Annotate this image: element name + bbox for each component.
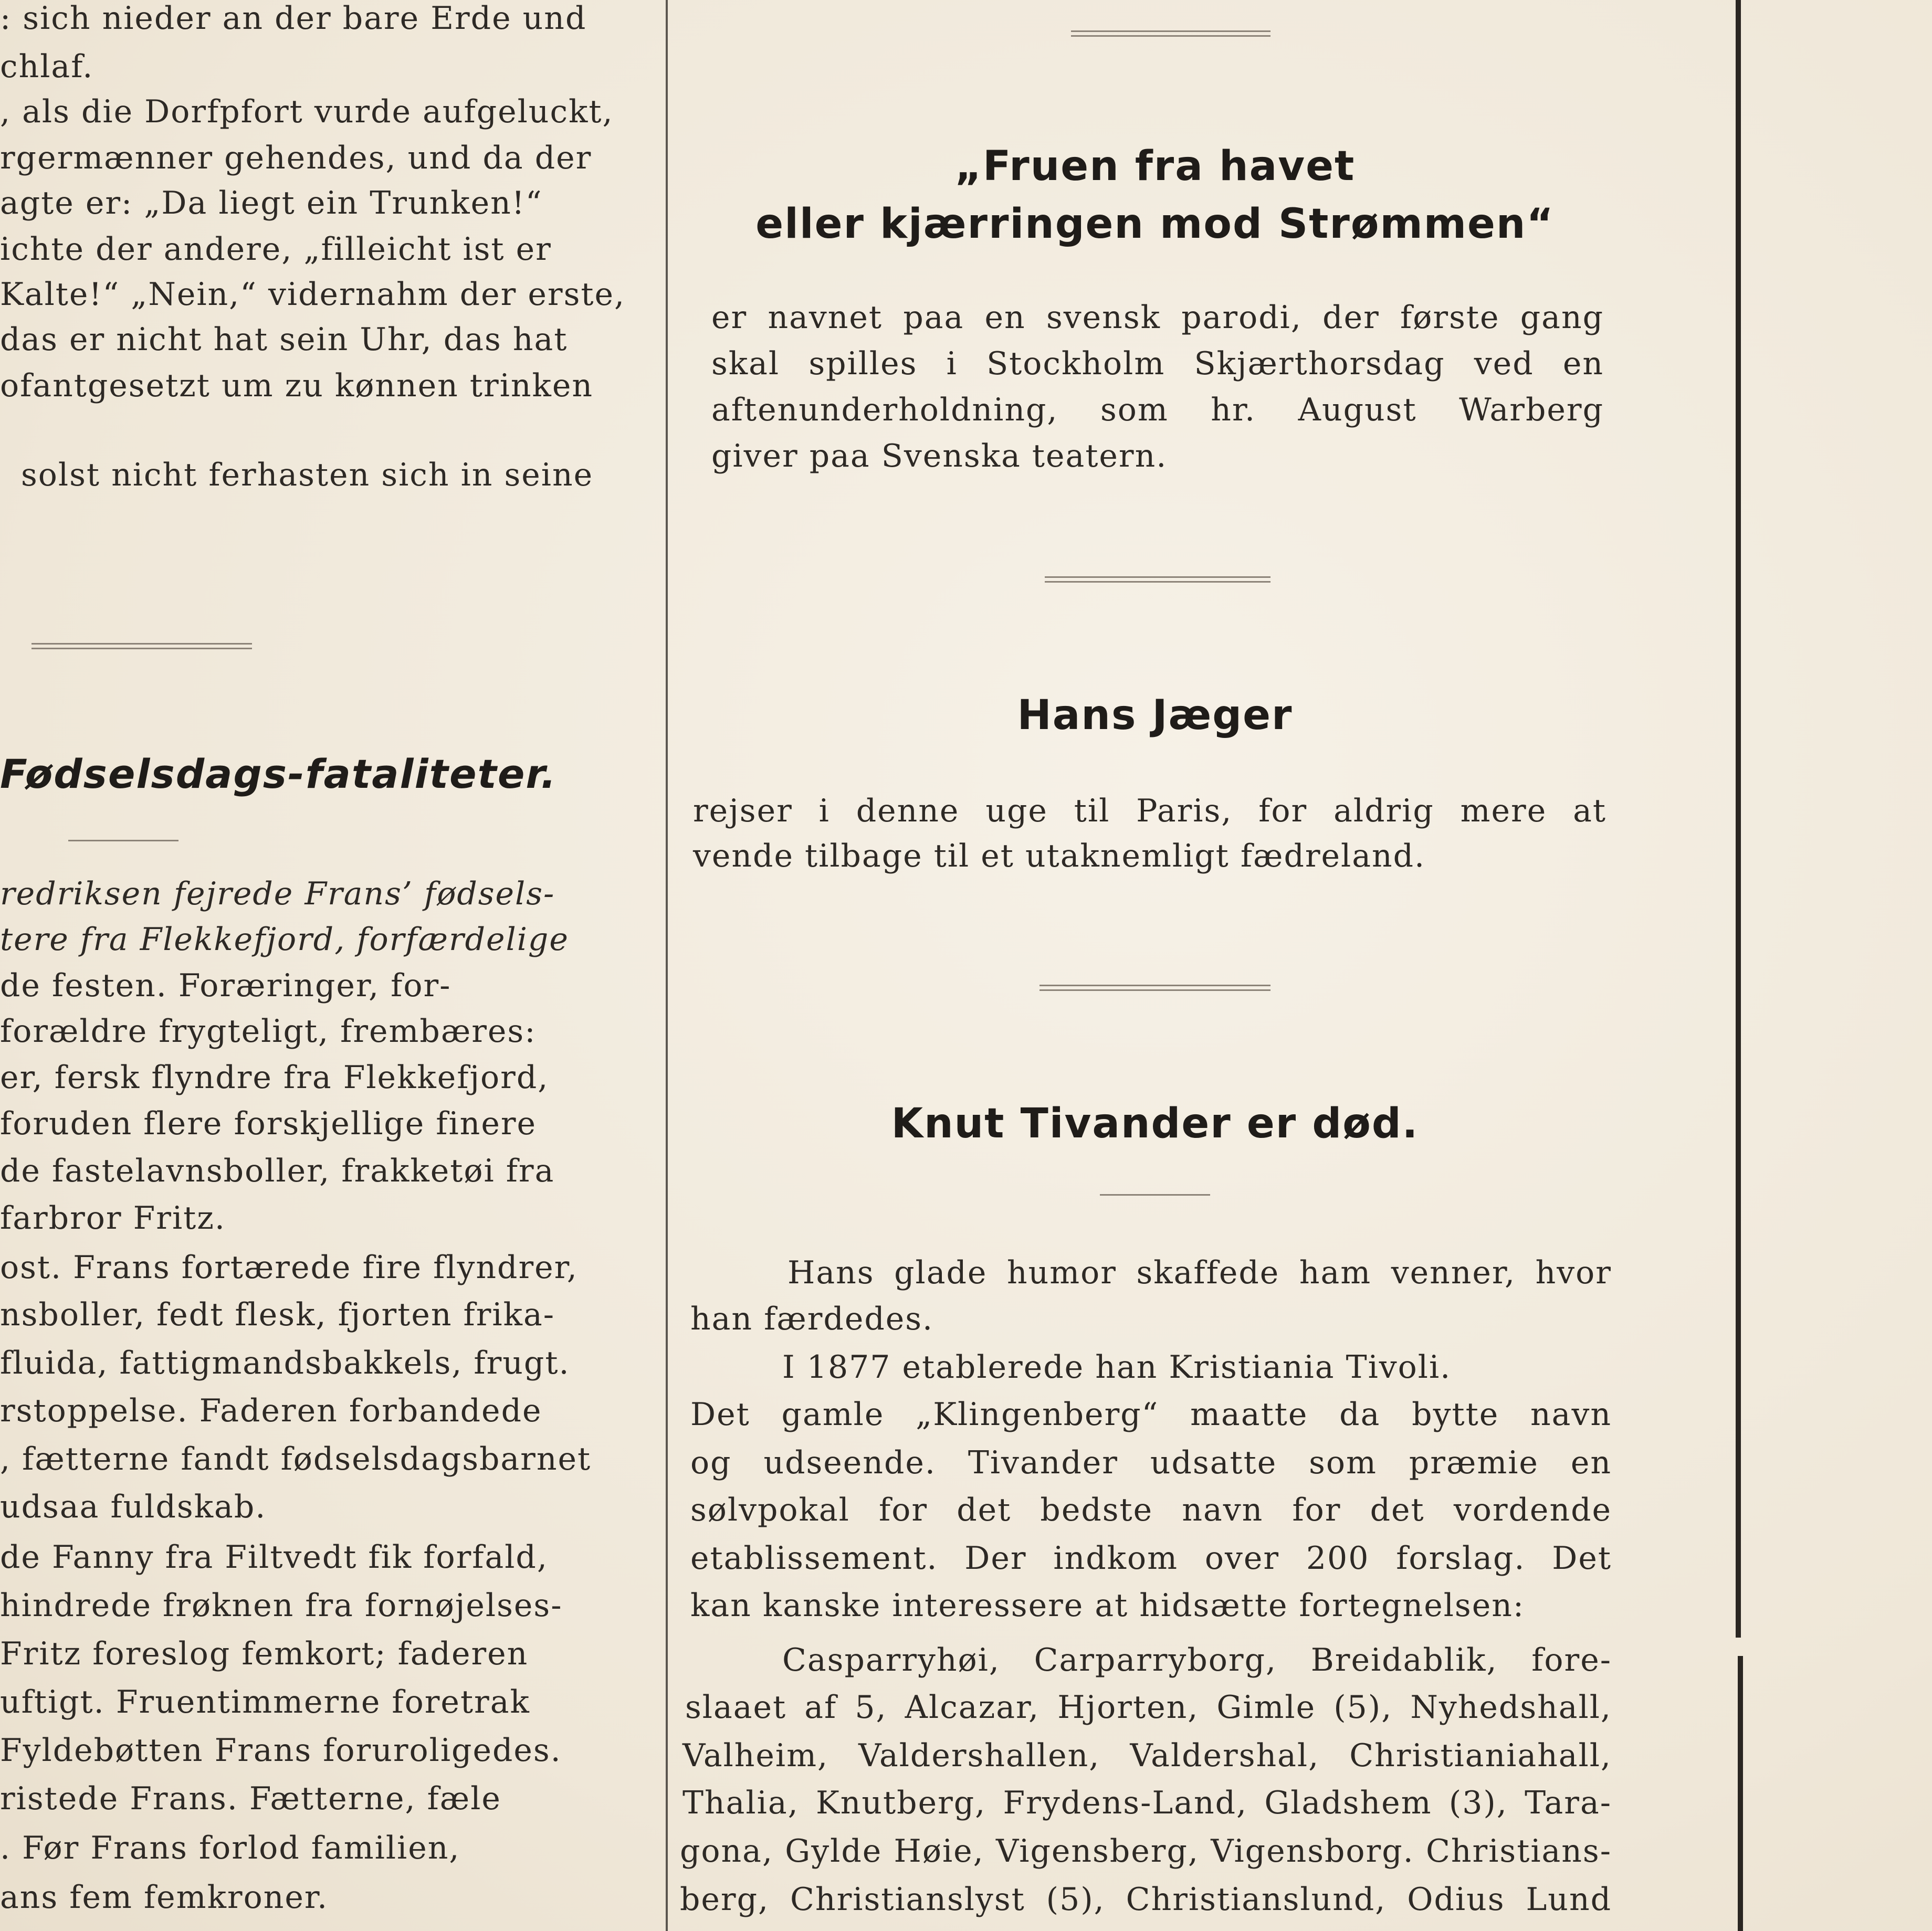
title-underline	[1100, 1194, 1210, 1196]
left-article-line: forældre frygteligt, frembæres:	[0, 1013, 537, 1050]
left-article-line: farbror Fritz.	[0, 1200, 226, 1237]
left-text-line: chlaf.	[0, 48, 94, 85]
article-body-line: giver paa Svenska teatern.	[711, 438, 1168, 474]
left-article-line: uftigt. Fruentimmerne foretrak	[0, 1684, 530, 1721]
article-body-line: berg, Christianslyst (5), Christianslund, Odius Lund	[680, 1881, 1612, 1918]
column-divider-right-lower	[1738, 1656, 1743, 1931]
left-article-line: tere fra Flekkefjord, forfærdelige	[0, 921, 569, 958]
left-text-line: Kalte!“ „Nein,“ vidernahm der erste,	[0, 276, 626, 313]
article-body-line: skal spilles i Stockholm Skjærthorsdag ved en	[711, 345, 1604, 382]
left-text-line: rgermænner gehendes, und da der	[0, 140, 592, 176]
article-body-line: Valheim, Valdershallen, Valdershal, Christianiahall,	[682, 1737, 1612, 1774]
left-article-line: Fyldebøtten Frans foruroligedes.	[0, 1732, 562, 1769]
left-article-line: rstoppelse. Faderen forbandede	[0, 1392, 542, 1429]
article-body-line: gona, Gylde Høie, Vigensberg, Vigensborg. Christians-	[680, 1833, 1612, 1870]
article-title-fruen-line1: „Fruen fra havet	[954, 143, 1356, 190]
section-divider	[32, 643, 252, 649]
article-body-line: og udseende. Tivander udsatte som præmie en	[690, 1444, 1612, 1481]
left-text-line: : sich nieder an der bare Erde und	[0, 0, 587, 37]
article-title-fruen-line2: eller kjærringen mod Strømmen“	[755, 201, 1555, 248]
article-title-knut-tivander: Knut Tivander er død.	[891, 1100, 1419, 1147]
article-body-line: slaaet af 5, Alcazar, Hjorten, Gimle (5), Nyhedshall,	[685, 1689, 1612, 1726]
left-article-line: ristede Frans. Fætterne, fæle	[0, 1780, 501, 1817]
article-body-line: aftenunderholdning, som hr. August Warberg	[711, 392, 1604, 428]
left-article-line: nsboller, fedt flesk, fjorten frika-	[0, 1296, 555, 1333]
section-divider	[1045, 576, 1270, 583]
article-body-line: Hans glade humor skaffede ham venner, hvor	[788, 1254, 1612, 1291]
left-text-line: ofantgesetzt um zu kønnen trinken	[0, 367, 594, 404]
left-article-line: hindrede frøknen fra fornøjelses-	[0, 1587, 563, 1624]
article-title: Fødselsdags-fataliteter.	[0, 751, 557, 797]
article-body-line: I 1877 etablerede han Kristiania Tivoli.	[782, 1349, 1452, 1386]
left-article-line: udsaa fuldskab.	[0, 1489, 267, 1525]
left-article-line: ans fem femkroner.	[0, 1879, 329, 1916]
left-text-line: solst nicht ferhasten sich in seine	[21, 457, 594, 493]
article-body-line: Det gamle „Klingenberg“ maatte da bytte navn	[690, 1396, 1612, 1433]
article-body-line: vende tilbage til et utaknemligt fædreland.	[693, 838, 1426, 874]
column-divider-left	[666, 0, 668, 1931]
left-article-line: de Fanny fra Filtvedt fik forfald,	[0, 1539, 548, 1576]
left-article-line: de festen. Foræringer, for-	[0, 967, 452, 1004]
left-article-line: , fætterne fandt fødselsdagsbarnet	[0, 1441, 592, 1478]
left-article-line: de fastelavnsboller, frakketøi fra	[0, 1153, 555, 1189]
left-article-line: er, fersk flyndre fra Flekkefjord,	[0, 1059, 549, 1096]
left-article-line: . Før Frans forlod familien,	[0, 1830, 460, 1866]
left-text-line: das er nicht hat sein Uhr, das hat	[0, 321, 568, 358]
article-body-line: rejser i denne uge til Paris, for aldrig mere at	[693, 793, 1606, 829]
article-title-hans-jaeger: Hans Jæger	[1017, 692, 1293, 739]
article-body-line: Thalia, Knutberg, Frydens-Land, Gladshem (3), Tara-	[682, 1785, 1612, 1821]
article-body-line: sølvpokal for det bedste navn for det vordende	[690, 1492, 1612, 1528]
article-body-line: Casparryhøi, Carparryborg, Breidablik, fore-	[782, 1642, 1612, 1679]
left-text-line: ichte der andere, „filleicht ist er	[0, 231, 552, 268]
section-divider	[1071, 30, 1270, 37]
left-article-line: Fritz foreslog femkort; faderen	[0, 1635, 529, 1672]
left-text-line: , als die Dorfpfort vurde aufgeluckt,	[0, 93, 614, 130]
article-body-line: kan kanske interessere at hidsætte fortegnelsen:	[690, 1587, 1525, 1624]
left-article-line: foruden flere forskjellige finere	[0, 1105, 537, 1142]
article-body-line: etablissement. Der indkom over 200 forslag. Det	[690, 1540, 1612, 1577]
left-article-line: fluida, fattigmandsbakkels, frugt.	[0, 1345, 570, 1381]
left-text-line: agte er: „Da liegt ein Trunken!“	[0, 185, 543, 221]
left-article-line: redriksen fejrede Frans’ fødsels-	[0, 875, 555, 912]
article-body-line: er navnet paa en svensk parodi, der første gang	[711, 299, 1604, 336]
title-underline	[68, 840, 178, 841]
left-article-line: ost. Frans fortærede fire flyndrer,	[0, 1249, 578, 1286]
article-body-line: han færdedes.	[690, 1301, 934, 1337]
section-divider	[1040, 985, 1270, 991]
column-divider-right	[1736, 0, 1741, 1638]
